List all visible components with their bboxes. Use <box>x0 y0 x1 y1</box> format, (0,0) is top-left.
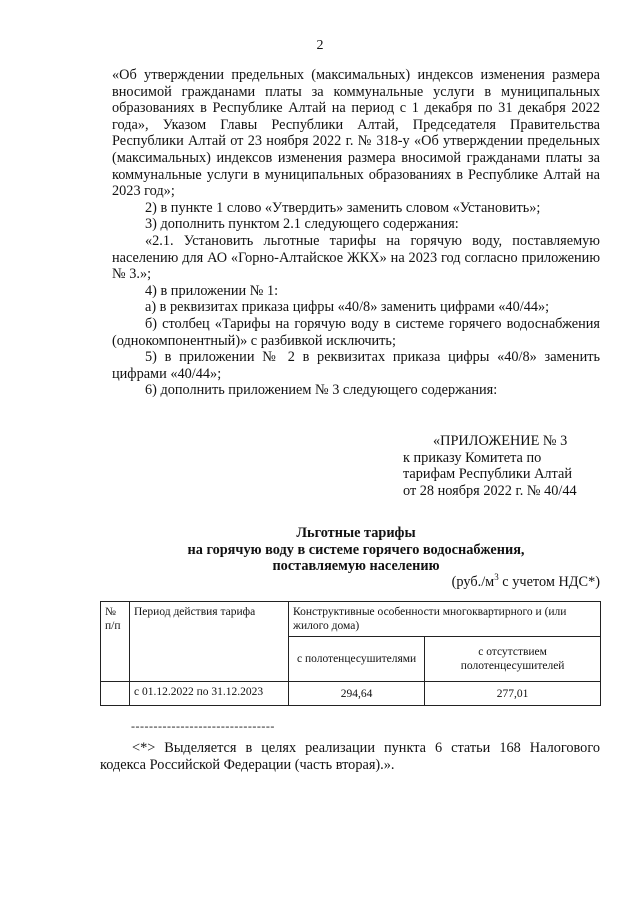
header-number: № п/п <box>101 602 130 682</box>
footnote <box>100 740 600 773</box>
title-line-3: поставляемую населению <box>272 558 440 575</box>
table-title <box>112 525 600 575</box>
row-number <box>101 682 130 706</box>
footnote-separator: -------------------------------- <box>131 719 275 733</box>
units-sup: 3 <box>494 572 499 582</box>
paragraph-item-2-1: «2.1. Установить льготные тарифы на горячую воду, поставляемую населению для АО «Горно-Алтайское ЖКХ» на 2023 год согласно приложению № 3.»; <box>112 232 600 283</box>
units-after: с учетом НДС*) <box>498 573 600 590</box>
appendix-line-3: тарифам Республики Алтай <box>403 466 572 483</box>
header-period: Период действия тарифа <box>130 602 289 682</box>
appendix-line-2: к приказу Комитета по <box>403 449 542 466</box>
appendix-line-4: от 28 ноября 2022 г. № 40/44 <box>403 482 577 499</box>
paragraph-item-4: 4) в приложении № 1: <box>145 282 279 299</box>
paragraph-item-3: 3) дополнить пунктом 2.1 следующего содержания: <box>145 216 459 233</box>
units-note <box>452 572 600 591</box>
appendix-header <box>403 433 613 499</box>
row-period: с 01.12.2022 по 31.12.2023 <box>130 682 289 706</box>
header-features: Конструктивные особенности многоквартирного и (или жилого дома) <box>289 602 601 637</box>
paragraph-item-4b: б) столбец «Тарифы на горячую воду в системе горячего водоснабжения (однокомпонентный)» с разбивкой исключить; <box>112 315 600 349</box>
page-number: 2 <box>316 38 324 53</box>
row-with-value: 294,64 <box>289 682 425 706</box>
paragraph-intro: «Об утверждении предельных (максимальных) индексов изменения размера вносимой гражданами платы за коммунальные услуги в муниципальных образованиях в Республике Алтай на период с 1 декабря по 31 декабря 2022 года», Указом Главы Республики Алтай, Председателя Правительства Республики Алтай от 23 ноября 2022 г. № 318-у «Об утверждении предельных (максимальных) индексов изменения размера вносимой гражданами платы за коммунальные услуги в муниципальных образованиях в Республике Алтай на 2023 год»; <box>112 67 600 200</box>
table-row <box>101 682 601 706</box>
units-before: (руб./м <box>451 573 495 590</box>
row-without-value: 277,01 <box>425 682 601 706</box>
paragraph-item-4a: а) в реквизитах приказа цифры «40/8» заменить цифрами «40/44»; <box>145 299 550 316</box>
tariff-table <box>100 601 601 706</box>
header-without-towel-dryers: с отсутствием полотенцесушителей <box>425 637 601 682</box>
header-with-towel-dryers: с полотенцесушителями <box>289 637 425 682</box>
paragraph-item-5: 5) в приложении № 2 в реквизитах приказа цифры «40/8» заменить цифрами «40/44»; <box>112 349 600 382</box>
paragraph-item-2: 2) в пункте 1 слово «Утвердить» заменить словом «Установить»; <box>145 199 541 216</box>
footnote-text: <*> Выделяется в целях реализации пункта 6 статьи 168 Налогового кодекса Российской Федерации (часть вторая).». <box>100 740 600 773</box>
document-body <box>112 67 600 399</box>
paragraph-item-6: 6) дополнить приложением № 3 следующего содержания: <box>145 382 498 399</box>
title-line-2: на горячую воду в системе горячего водоснабжения, <box>187 541 525 558</box>
appendix-line-1: «ПРИЛОЖЕНИЕ № 3 <box>433 433 568 449</box>
title-line-1: Льготные тарифы <box>296 525 416 541</box>
